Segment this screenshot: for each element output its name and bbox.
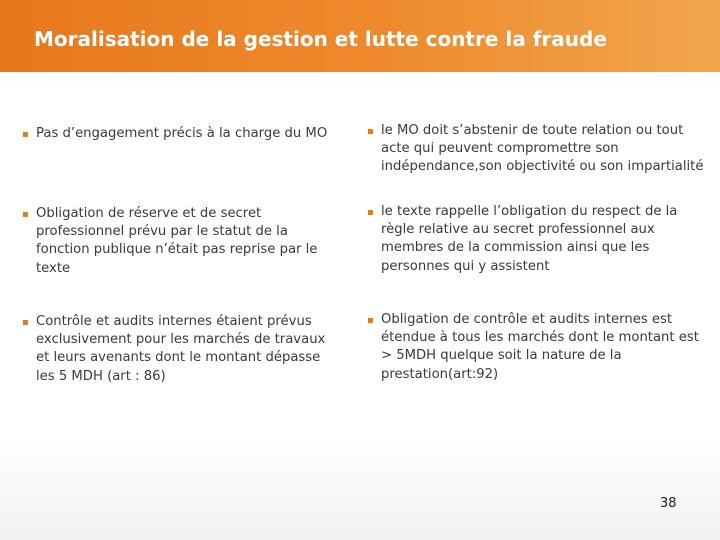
left-item-text: Contrôle et audits internes étaient prévus exclusivement pour les marchés de travaux et leurs avenants dont le montant dépasse les 5 MDH (art : 86)	[36, 314, 326, 384]
right-bullet-item	[367, 203, 707, 276]
bullet-icon: ▪	[22, 129, 29, 140]
left-bullet-item	[22, 125, 340, 143]
left-bullet-item	[22, 205, 340, 278]
bullet-icon: ▪	[367, 315, 374, 326]
right-item-text: le texte rappelle l’obligation du respect de la règle relative au secret professionnel aux membres de la commission ainsi que les personnes qui y assistent	[381, 204, 678, 274]
bullet-icon: ▪	[22, 317, 29, 328]
page-number: 38	[660, 496, 677, 511]
title-banner	[0, 0, 720, 72]
bullet-icon: ▪	[367, 207, 374, 218]
bullet-icon: ▪	[22, 209, 29, 220]
right-item-text: Obligation de contrôle et audits internes est étendue à tous les marchés dont le montant est > 5MDH quelque soit la nature de la prestation(art:92)	[381, 312, 699, 382]
slide-title: Moralisation de la gestion et lutte contre la fraude	[34, 27, 607, 51]
right-bullet-item	[367, 122, 707, 177]
left-item-text: Pas d’engagement précis à la charge du MO	[36, 126, 328, 141]
left-bullet-item	[22, 313, 340, 386]
right-bullet-item	[367, 311, 707, 384]
right-item-text: le MO doit s’abstenir de toute relation ou tout acte qui peuvent compromettre son indépendance,son objectivité ou son impartialité	[381, 123, 704, 175]
bullet-icon: ▪	[367, 126, 374, 137]
left-item-text: Obligation de réserve et de secret professionnel prévu par le statut de la fonction publique n’était pas reprise par le texte	[36, 206, 318, 276]
